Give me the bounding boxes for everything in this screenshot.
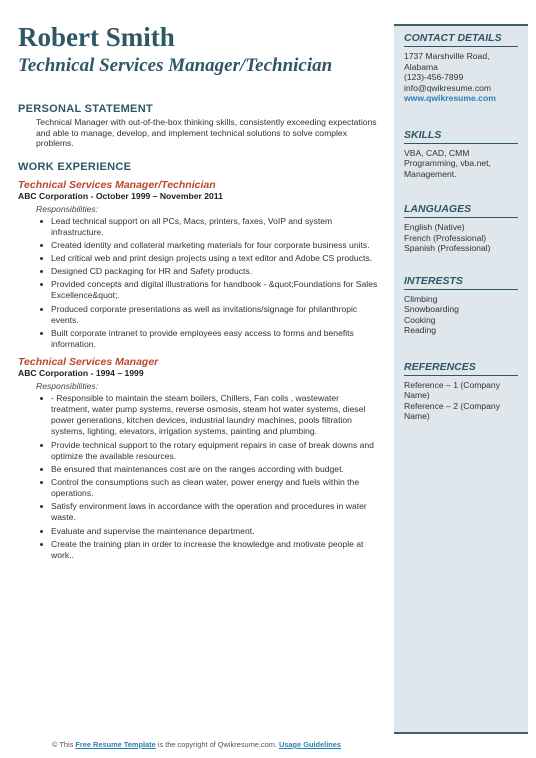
language-item: Spanish (Professional) (404, 243, 491, 253)
usage-guidelines-link[interactable]: Usage Guidelines (278, 740, 342, 749)
work-experience-heading: WORK EXPERIENCE (18, 160, 132, 173)
list-item: Created identity and collateral marketing materials for four corporate business units. (40, 240, 379, 251)
website-link[interactable]: www.qwikresume.com (404, 93, 496, 103)
resume-sidebar (394, 24, 528, 734)
job-company-dates: ABC Corporation - October 1999 – November 2011 (18, 190, 223, 201)
interests-section (404, 275, 518, 336)
candidate-title: Technical Services Manager/Technician (18, 55, 333, 76)
skills-text: VBA, CAD, CMM Programming, vba.net, Management. (404, 147, 491, 179)
list-item: - Responsible to maintain the steam boilers, Chillers, Fan coils , wastewater treatment, water pump systems, reverse osmosis, steam hot water systems, diesel power generations, kitchen devices, industrial laundry machines, pools filtration systems, lighting, elevators, irrigation systems, painting and plumbing. (40, 393, 379, 437)
interest-item: Reading (404, 325, 437, 335)
email-address[interactable]: info@qwikresume.com (404, 82, 492, 93)
copyright-footer (0, 740, 393, 749)
list-item: Evaluate and supervise the maintenance department. (40, 526, 379, 537)
list-item: Produced corporate presentations as well as invitations/signage for philanthropic events. (40, 304, 379, 326)
responsibilities-list (18, 393, 379, 561)
list-item: Provided concepts and digital illustrations for handbook - &quot;Foundations for Sales Excellence&quot;. (40, 279, 379, 301)
footer-middle: is the copyright of Qwikresume.com. (155, 740, 279, 749)
references-heading: REFERENCES (404, 361, 518, 376)
list-item: Designed CD packaging for HR and Safety products. (40, 266, 379, 277)
list-item: Be ensured that maintenances cost are on the ranges according with budget. (40, 464, 379, 475)
list-item: Lead technical support on all PCs, Macs, printers, faxes, VoIP and system infrastructure. (40, 216, 379, 238)
address-line: Alabama (404, 61, 438, 72)
job-title: Technical Services Manager (18, 356, 159, 369)
list-item: Built corporate intranet to provide employees easy access to forms and benefits information. (40, 328, 379, 350)
responsibilities-label: Responsibilities: (36, 381, 99, 392)
phone-number: (123)-456-7899 (404, 72, 464, 82)
job-company-dates: ABC Corporation - 1994 – 1999 (18, 368, 144, 379)
personal-statement-heading: PERSONAL STATEMENT (18, 103, 153, 115)
responsibilities-label: Responsibilities: (36, 203, 99, 214)
languages-heading: LANGUAGES (404, 203, 518, 218)
address-line: 1737 Marshville Road, (404, 51, 490, 61)
reference-item: Reference – 2 (Company Name) (404, 400, 501, 421)
contact-heading: CONTACT DETAILS (404, 32, 518, 47)
job-title: Technical Services Manager/Technician (18, 178, 216, 191)
languages-section (404, 203, 518, 254)
list-item: Led critical web and print design projects using a text editor and Adobe CS products. (40, 253, 379, 264)
skills-heading: SKILLS (404, 129, 518, 144)
skills-section (404, 129, 518, 180)
free-resume-template-link[interactable]: Free Resume Template (75, 740, 156, 749)
responsibilities-list (18, 216, 379, 351)
list-item: Control the consumptions such as clean water, power energy and fuels within the operations. (40, 477, 379, 499)
interests-heading: INTERESTS (404, 275, 518, 290)
interest-item: Snowboarding (404, 304, 459, 314)
job-entry (18, 179, 379, 351)
footer-prefix: © This (51, 740, 76, 749)
reference-item: Reference – 1 (Company Name) (404, 379, 501, 400)
interest-item: Cooking (404, 314, 436, 325)
language-item: English (Native) (404, 222, 465, 232)
list-item: Provide technical support to the rotary equipment repairs in case of break downs and optimize the available resources. (40, 440, 379, 462)
language-item: French (Professional) (404, 232, 487, 243)
candidate-name: Robert Smith (18, 22, 175, 52)
references-section (404, 361, 518, 422)
job-entry (18, 356, 379, 561)
list-item: Satisfy environment laws in accordance with the operation and procedures in water waste. (40, 501, 379, 523)
list-item: Create the training plan in order to increase the knowledge and motivate people at work.. (40, 539, 379, 561)
personal-statement-text: Technical Manager with out-of-the-box thinking skills, consistently exceeding expectations and able to manage, develop, and implement technical solutions to solve complex problems. (36, 117, 377, 148)
interest-item: Climbing (404, 293, 438, 304)
contact-section (404, 32, 518, 104)
